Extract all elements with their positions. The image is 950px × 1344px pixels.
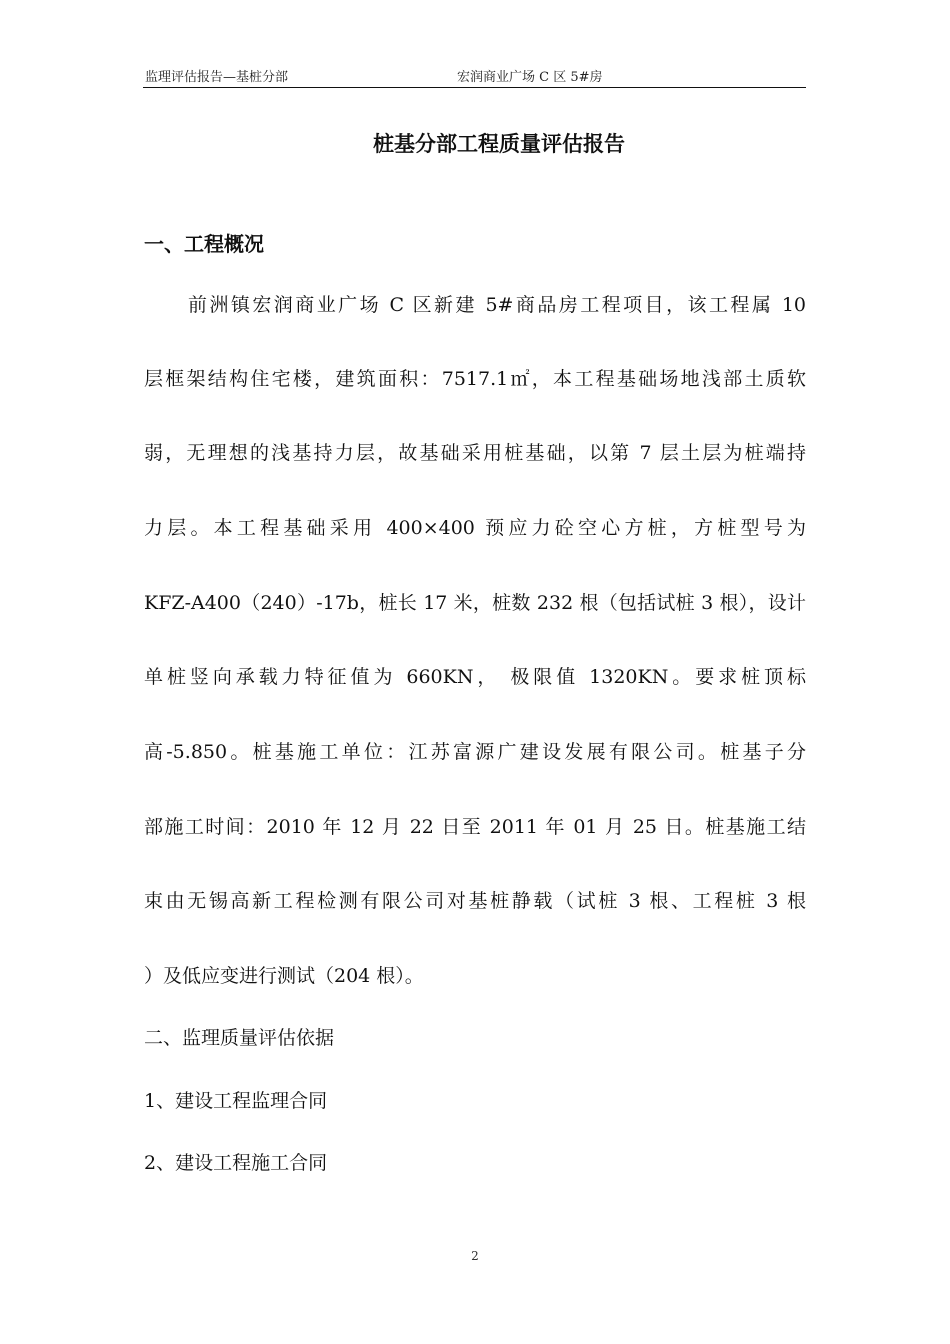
list-item-1: 1、建设工程监理合同 xyxy=(144,1090,328,1112)
paragraph-line-3: 弱，无理想的浅基持力层，故基础采用桩基础，以第 7 层土层为桩端持 xyxy=(144,442,806,464)
list-item-2: 2、建设工程施工合同 xyxy=(144,1152,328,1174)
paragraph-line-2: 层框架结构住宅楼，建筑面积：7517.1㎡，本工程基础场地浅部土质软 xyxy=(144,368,806,390)
page-number: 2 xyxy=(471,1249,479,1263)
section-1-heading: 一、工程概况 xyxy=(144,232,264,256)
paragraph-line-7: 高-5.850。桩基施工单位：江苏富源广建设发展有限公司。桩基子分 xyxy=(144,741,806,763)
document-title: 桩基分部工程质量评估报告 xyxy=(373,131,625,156)
paragraph-line-4: 力层。本工程基础采用 400×400 预应力砼空心方桩，方桩型号为 xyxy=(144,517,806,539)
section-2-heading: 二、监理质量评估依据 xyxy=(144,1027,335,1049)
paragraph-line-6: 单桩竖向承载力特征值为 660KN， 极限值 1320KN。要求桩顶标 xyxy=(144,666,806,688)
header-right-text: 宏润商业广场 C 区 5#房 xyxy=(457,70,603,85)
paragraph-line-5: KFZ-A400（240）-17b，桩长 17 米，桩数 232 根（包括试桩 3 根），设计 xyxy=(144,592,806,614)
paragraph-line-10: ）及低应变进行测试（204 根）。 xyxy=(144,965,424,987)
header-rule xyxy=(143,87,806,88)
paragraph-line-9: 束由无锡高新工程检测有限公司对基桩静载（试桩 3 根、工程桩 3 根 xyxy=(144,890,806,912)
paragraph-line-1: 前洲镇宏润商业广场 C 区新建 5#商品房工程项目，该工程属 10 xyxy=(188,294,806,316)
paragraph-line-8: 部施工时间：2010 年 12 月 22 日至 2011 年 01 月 25 日。桩基施工结 xyxy=(144,816,806,838)
header-left-text: 监理评估报告—基桩分部 xyxy=(145,70,289,85)
